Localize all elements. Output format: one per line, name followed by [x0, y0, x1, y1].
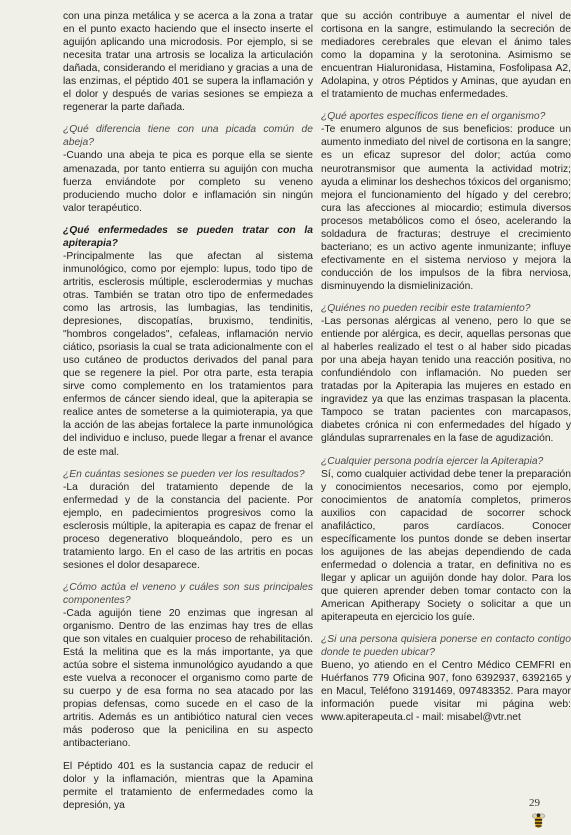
answer-paragraph: -La duración del tratamiento depende de la enfermedad y de la constancia del paciente. Por ejemplo, en padecimientos progresivos como la esclerosis múltiple, la apiterapia es capaz de frenar el proceso degenerativo bloqueándolo, pero es un tratamiento largo. En el caso de las artritis en pocas sesiones el dolor desaparece.: [63, 481, 313, 571]
answer-paragraph: Bueno, yo atiendo en el Centro Médico CEMFRI en Huérfanos 779 Oficina 907, fono 6392937, 6392165 y en Macul, Teléfono 3191469, 097483352. Para mayor información puede visitar mi página web: www.apiterapeuta.cl - mail: misabel@vtr.net: [321, 660, 571, 724]
interview-question: ¿En cuántas sesiones se pueden ver los resultados?: [63, 468, 305, 480]
answer-paragraph: -Cuando una abeja te pica es porque ella se siente amenazada, por tanto entierra su aguijón con mucha fuerza enviándote por completo su veneno produciendo mucho dolor e inflamación sin ningún valor terapéutico.: [63, 150, 313, 214]
interview-question: ¿Qué diferencia tiene con una picada común de abeja?: [63, 124, 313, 149]
bee-icon: [532, 811, 545, 829]
answer-paragraph: Sí, como cualquier actividad debe tener la preparación y conocimientos necesarios, como por ejemplo, conocimientos de anatomía completos, primeros auxilios con capacidad de socorrer schock anafiláctico, paros cardíacos. Conocer específicamente los puntos donde se deben insertar los aguijones de las abejas dependiendo de cada enfermedad o dolencia a tratar, en definitiva no es llegar y aplicar un aguijón donde hay dolor. Para los que quieren aprender deben tomar contacto con la American Apitherapy Society o solicitar a que un apiterapeuta en ejercicio los guíe.: [321, 468, 571, 624]
interview-question: ¿Quiénes no pueden recibir este tratamiento?: [321, 302, 531, 314]
answer-paragraph: con una pinza metálica y se acerca a la zona a tratar en el punto exacto haciendo que el insecto inserte el aguijón aplicando una microdosis. Por ejemplo, si se necesita tratar una artrosis se localiza la articulación dañada, considerando el meridiano y gracias a una de las enzimas, el péptido 401 se supera la inflamación y el dolor y después de varias sesiones se empieza a regenerar la parte dañada.: [63, 11, 313, 114]
interview-question: ¿Cómo actúa el veneno y cuáles son sus principales componentes?: [63, 581, 313, 606]
interview-question: ¿Cualquier persona podría ejercer la Apiterapia?: [321, 455, 544, 467]
interview-question: ¿Qué aportes específicos tiene en el organismo?: [321, 111, 546, 123]
answer-paragraph: El Péptido 401 es la sustancia capaz de reducir el dolor y la inflamación, mientras que la Apamina permite el tratamiento de enfermedades como la depresión, ya: [63, 760, 313, 811]
page-number: 29: [529, 797, 540, 809]
answer-paragraph: -Principalmente las que afectan al sistema inmunológico, como por ejemplo: lupus, todo tipo de artritis, esclerosis múltiple, esclerodermias y muchas otras. También se tratan otro tipo de enfermedades como las artrosis, las lumbagias, las tendinitis, depresiones, discopatías, bruxismo, tendinitis, "hombros congelados", cefaleas, inflamación nervio ciático, psoriasis la cual se trata adicionalmente con el uso cutáneo de productos derivados del panal para que se regenere la piel. Por otra parte, esta terapia sirve como complemento en los tratamientos para enfermos de cáncer siendo ideal, que la apiterapia se realice antes de someterse a la quimioterapia, ya que la acción de las abejas fortalece la parte inmunológica del individuo e incluso, puede llegar a frenar el avance de este mal.: [63, 250, 313, 458]
right-column: [321, 10, 571, 724]
answer-paragraph: -Las personas alérgicas al veneno, pero lo que se entiende por alérgica, es decir, aquellas personas que al haberles realizado el test o al haber sido picadas por una abeja hayan tenido una reacción positiva, no confundiéndolo con inflamación. No pueden ser tratadas por la Apiterapia las mujeres en estado en ingravidez ya que las enzimas traspasan la placenta. Tampoco se tratan pacientes con marcapasos, diabetes crónica ni con enfermedades del hígado y glándulas suprarrenales en la fase de agudización.: [321, 316, 571, 445]
answer-paragraph: -Cada aguijón tiene 20 enzimas que ingresan al organismo. Dentro de las enzimas hay tres de ellas que son vitales en cualquier proceso de rehabilitación. Está la melitina que es la más importante, ya que actúa sobre el sistema inmunológico ayudando a que este vuelva a reconocer el organismo como parte de su cuerpo y de esa forma no sea atacado por las propias defensas, como sucede en el caso de la artritis. Además es un antibiótico natural cien veces más poderoso que la penicilina en su aspecto antibacteriano.: [63, 608, 313, 750]
left-column: [63, 10, 313, 812]
answer-paragraph: -Te enumero algunos de sus beneficios: produce un aumento inmediato del nivel de cortisona en la sangre; es un eficaz supresor del dolor; actúa como neurotransmisor que aumenta la actividad motriz; ayuda a eliminar los deshechos tóxicos del organismo; mejora el funcionamiento del hígado y del cerebro; cura las afecciones al miocardio; estimula diversos procesos metabólicos como el óseo, acelerando la soldadura de fracturas; destruye el crecimiento bacteriano; es un activo agente inmunizante; influye efectivamente en el sistema nervioso y mejora la conducción de los impulsos de la fibra nerviosa, disminuyendo la dismielinización.: [321, 124, 571, 292]
interview-question: ¿Qué enfermedades se pueden tratar con la apiterapia?: [63, 224, 313, 249]
interview-question: ¿Si una persona quisiera ponerse en contacto contigo donde te pueden ubicar?: [321, 634, 571, 659]
answer-paragraph: que su acción contribuye a aumentar el nivel de cortisona en la sangre, estimulando la secreción de mediadores cerebrales que elevan el ánimo tales como la dopamina y la serotonina. Asimismo se encuentran Hialuronidasa, Histamina, Fosfolipasa A2, Adolapina, y otros Péptidos y Aminas, que ayudan en el tratamiento de muchas enfermedades.: [321, 11, 571, 101]
